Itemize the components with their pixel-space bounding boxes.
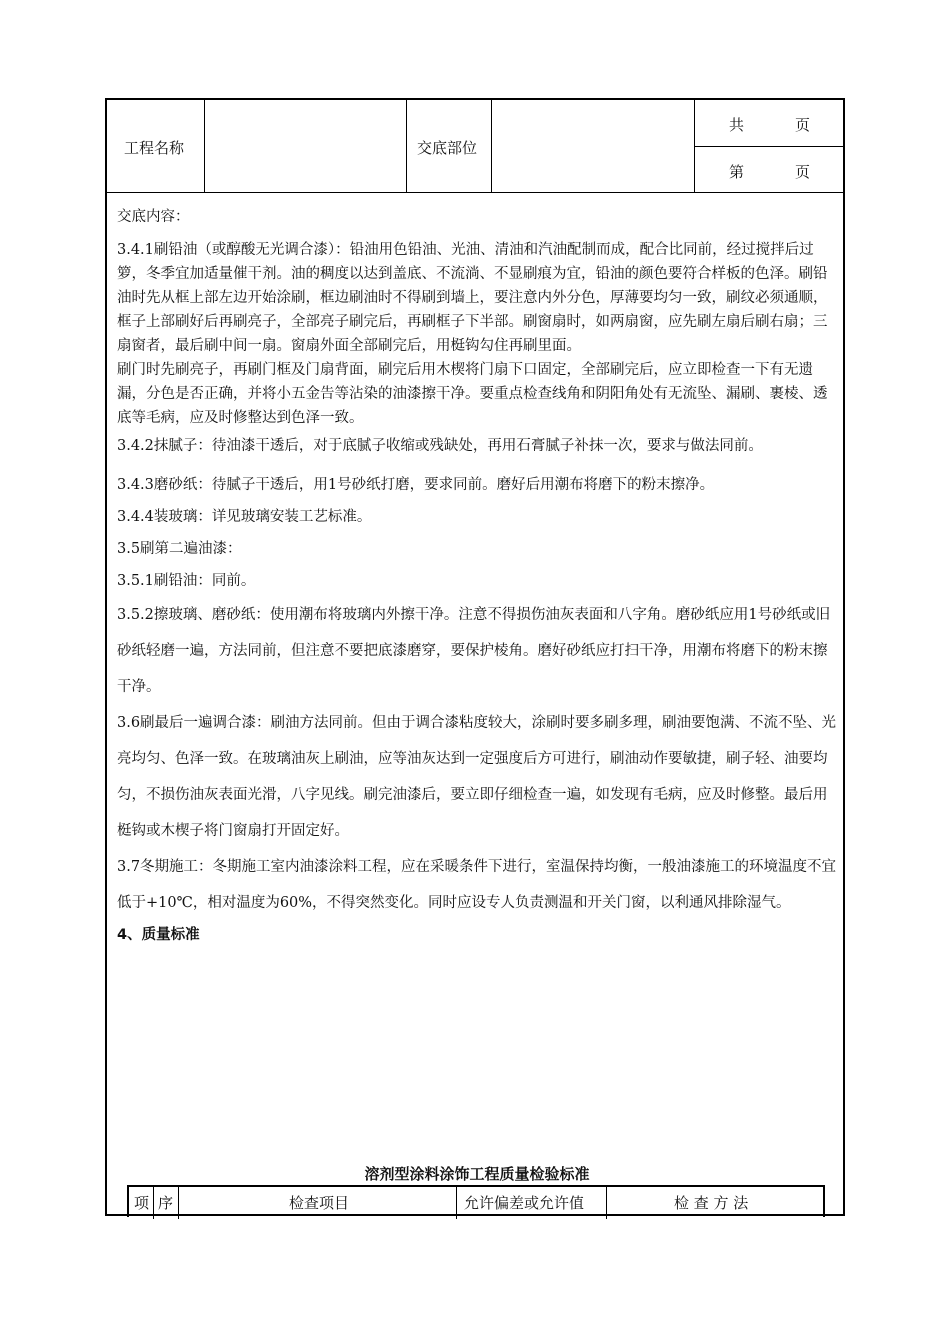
page-row-divider <box>694 146 843 147</box>
qt-divider-3 <box>456 1187 457 1219</box>
qt-col-seq: 序 <box>158 1194 174 1212</box>
header-divider-3 <box>491 100 492 192</box>
disclosure-content <box>117 204 837 949</box>
total-pages-suffix: 页 <box>795 116 811 134</box>
paragraph-3-4-2: 3.4.2抹腻子：待油漆干透后，对于底腻子收缩或残缺处，再用石膏腻子补抹一次，要求与做法同前。 <box>117 438 763 454</box>
header-divider-1 <box>204 100 205 192</box>
header-divider-4 <box>694 100 695 192</box>
paragraph-3-4-3: 3.4.3磨砂纸：待腻子干透后，用1号砂纸打磨，要求同前。磨好后用潮布将磨下的粉末擦净。 <box>117 477 715 493</box>
content-intro: 交底内容： <box>117 209 190 225</box>
qt-divider-2 <box>178 1187 179 1219</box>
total-pages-label: 共 <box>729 116 745 134</box>
paragraph-3-5: 3.5刷第二遍油漆： <box>117 541 242 557</box>
paragraph-3-5-1: 3.5.1刷铅油：同前。 <box>117 573 256 589</box>
paragraph-3-6: 3.6刷最后一遍调合漆：刷油方法同前。但由于调合漆粘度较大，涂刷时要多刷多理，刷油要饱满、不流不坠、光亮均匀、色泽一致。在玻璃油灰上刷油，应等油灰达到一定强度后方可进行，刷油动作要敏捷，刷子轻、油要均匀，不损伤油灰表面光滑，八字见线。刷完油漆后，要立即仔细检查一遍，如发现有毛病，应及时修整。最后用梃钩或木楔子将门窗扇打开固定好。 <box>117 715 837 839</box>
section-heading-quality: 4、质量标准 <box>117 927 200 943</box>
header-divider-2 <box>406 100 407 192</box>
paragraph-3-5-2: 3.5.2擦玻璃、磨砂纸：使用潮布将玻璃内外擦干净。注意不得损伤油灰表面和八字角。磨砂纸应用1号砂纸或旧砂纸轻磨一遍，方法同前，但注意不要把底漆磨穿，要保护棱角。磨好砂纸应打扫干净，用潮布将磨下的粉末擦干净。 <box>117 607 831 695</box>
paragraph-3-7: 3.7冬期施工：冬期施工室内油漆涂料工程，应在采暖条件下进行，室温保持均衡，一般油漆施工的环境温度不宜低于+10℃，相对温度为60%，不得突然变化。同时应设专人负责测温和开关门窗，以利通风排除湿气。 <box>117 859 837 911</box>
paragraph-3-4-1: 3.4.1刷铅油（或醇酸无光调合漆）：铅油用色铅油、光油、清油和汽油配制而成，配合比同前，经过搅拌后过箩，冬季宜加适量催干剂。油的稠度以达到盖底、不流淌、不显刷痕为宜，铅油的颜色要符合样板的色泽。刷铅油时先从框上部左边开始涂刷，框边刷油时不得刷到墙上，要注意内外分色，厚薄要均匀一致，刷纹必须通顺，框子上部刷好后再刷亮子，全部亮子刷完后，再刷框子下半部。刷窗扇时，如两扇窗，应先刷左扇后刷右扇；三扇窗者，最后刷中间一扇。窗扇外面全部刷完后，用梃钩勾住再刷里面。 <box>117 242 828 354</box>
qt-divider-1 <box>153 1187 154 1219</box>
quality-table-title: 溶剂型涂料涂饰工程质量检验标准 <box>364 1165 590 1183</box>
project-name-label: 工程名称 <box>124 139 185 157</box>
disclosure-form <box>105 98 845 1216</box>
location-label: 交底部位 <box>417 139 478 157</box>
page-number-suffix: 页 <box>795 163 811 181</box>
header-bottom-line <box>107 192 843 193</box>
qt-col-method: 检 查 方 法 <box>674 1194 749 1212</box>
qt-col-tolerance: 允许偏差或允许值 <box>464 1194 585 1212</box>
quality-table-header <box>127 1185 825 1217</box>
paragraph-3-4-4: 3.4.4装玻璃：详见玻璃安装工艺标准。 <box>117 509 372 525</box>
paragraph-door-painting: 刷门时先刷亮子，再刷门框及门扇背面，刷完后用木楔将门扇下口固定，全部刷完后，应立即检查一下有无遗漏，分色是否正确，并将小五金告等沾染的油漆擦干净。要重点检查线角和阴阳角处有无流坠、漏刷、裹棱、透底等毛病，应及时修整达到色泽一致。 <box>117 362 828 426</box>
qt-divider-4 <box>606 1187 607 1219</box>
qt-col-check-item: 检查项目 <box>289 1194 350 1212</box>
page-number-label: 第 <box>729 163 745 181</box>
qt-col-item: 项 <box>134 1194 150 1212</box>
